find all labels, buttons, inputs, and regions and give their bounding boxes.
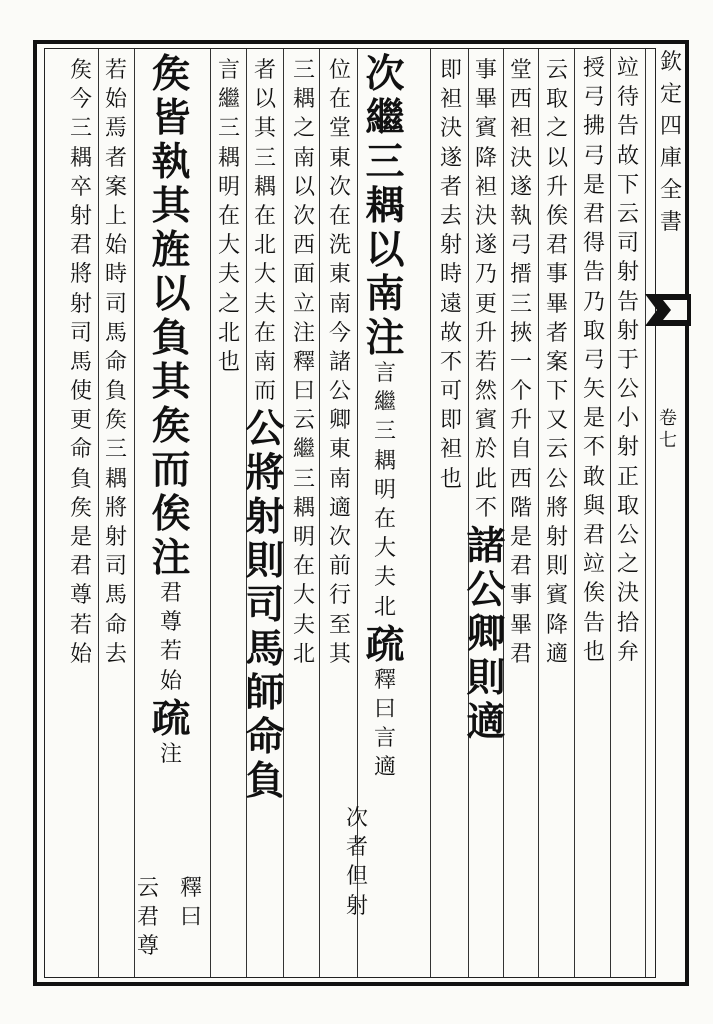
- commentary-text-segment: 即 袒 決 遂 者 去 射 時 遠 故 不 可 即 袒 也: [439, 58, 462, 492]
- commentary-text-segment: 君 尊 若 始: [159, 581, 182, 694]
- column-rule: [503, 49, 504, 977]
- commentary-text-segment: 釋 曰: [179, 876, 202, 931]
- main-text-segment: 諸 公 卿 則 適: [466, 523, 506, 746]
- commentary-text-segment: 矦 今 三 耦 卒 射 君 將 射 司 馬 使 更 命 負 矦 是 君 尊 若 始: [69, 58, 92, 667]
- main-text-segment: 公 將 射 則 司 馬 師 命 負: [245, 406, 285, 805]
- column-rule: [98, 49, 99, 977]
- commentary-text-segment: 授 弓 拂 弓 是 君 得 告 乃 取 弓 矢 是 不 敢 與 君 竝 俟 告 也: [582, 56, 605, 665]
- commentary-text-segment: 言 繼 三 耦 明 在 大 夫 之 北 也: [217, 58, 240, 375]
- book-title: 欽 定 四 庫 全 書: [659, 50, 682, 235]
- commentary-text-segment: 三 耦 之 南 以 次 西 面 立 注 釋 曰 云 繼 三 耦 明 在 大 夫 北: [292, 58, 315, 667]
- main-text-segment: 疏: [365, 621, 405, 668]
- fish-tail-ornament-icon: [643, 292, 693, 328]
- column-rule: [134, 49, 135, 977]
- column-rule: [610, 49, 611, 977]
- main-text-segment: 矦 皆 執 其 旌 以 負 其 矦 而 俟 注: [151, 51, 191, 581]
- column-rule: [538, 49, 539, 977]
- commentary-text-segment: 事 畢 賓 降 袒 決 遂 乃 更 升 若 然 賓 於 此 不: [474, 58, 497, 521]
- commentary-text-segment: 若 始 焉 者 案 上 始 時 司 馬 命 負 矦 三 耦 將 射 司 馬 命 去: [104, 58, 127, 667]
- commentary-text-segment: 注: [159, 741, 182, 767]
- commentary-text-segment: 言 繼 三 耦 明 在 大 夫 北: [373, 361, 396, 620]
- commentary-text-segment: 云 君 尊: [136, 876, 159, 960]
- column-rule: [430, 49, 431, 977]
- volume-label: 卷 七: [659, 408, 677, 451]
- column-rule: [645, 49, 646, 977]
- main-text-segment: 次 繼 三 耦 以 南 注: [365, 51, 405, 361]
- column-rule: [574, 49, 575, 977]
- column-rule: [210, 49, 211, 977]
- commentary-text-segment: 堂 西 袒 決 遂 執 弓 搢 三 挾 一 个 升 自 西 階 是 君 事 畢 君: [509, 58, 532, 667]
- commentary-text-segment: 竝 待 告 故 下 云 司 射 告 射 于 公 小 射 正 取 公 之 決 拾 弁: [616, 56, 639, 665]
- main-text-segment: 疏: [151, 695, 191, 742]
- commentary-text-segment: 釋 曰 言 適: [373, 667, 396, 781]
- commentary-text-segment: 云 取 之 以 升 俟 君 事 畢 者 案 下 又 云 公 將 射 則 賓 降 適: [545, 58, 568, 667]
- commentary-text-segment: 次 者 但 射: [345, 806, 368, 919]
- column-rule: [319, 49, 320, 977]
- commentary-text-segment: 位 在 堂 東 次 在 洗 東 南 今 諸 公 卿 東 南 適 次 前 行 至 其: [328, 58, 351, 667]
- commentary-text-segment: 者 以 其 三 耦 在 北 大 夫 在 南 而: [253, 58, 276, 405]
- column-rule: [468, 49, 469, 977]
